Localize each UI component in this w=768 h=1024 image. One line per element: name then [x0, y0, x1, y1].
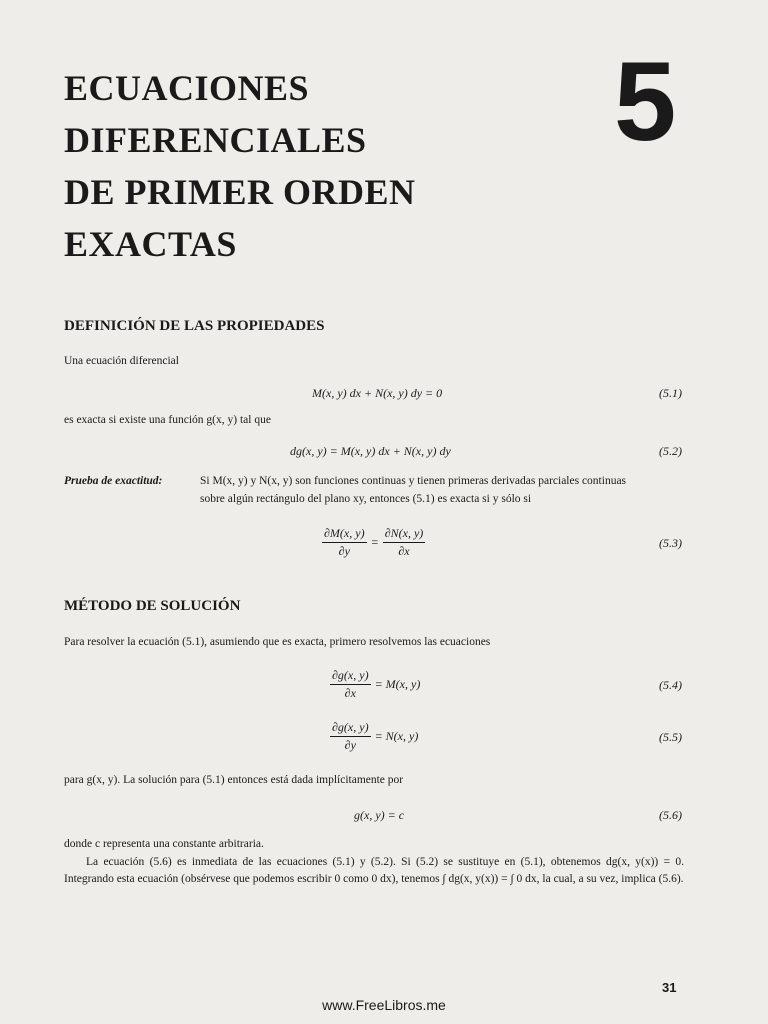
chapter-title-line-3: DE PRIMER ORDEN	[64, 172, 416, 212]
chapter-number: 5	[614, 39, 677, 164]
chapter-title	[64, 62, 416, 270]
equation-5-4	[330, 668, 420, 701]
equation-rhs: = M(x, y)	[374, 677, 421, 691]
fraction-numerator: ∂g(x, y)	[330, 668, 371, 685]
fraction-denominator: ∂x	[344, 686, 356, 700]
equation-5-6-number: (5.6)	[659, 808, 682, 822]
exactness-test-line-1: Si M(x, y) y N(x, y) son funciones continuas y tienen primeras derivadas parciales continuas	[200, 475, 627, 487]
fraction-denominator: ∂y	[338, 544, 350, 558]
fraction-dg-dy	[330, 720, 371, 753]
section-heading-method: MÉTODO DE SOLUCIÓN	[64, 598, 241, 614]
chapter-title-line-4: EXACTAS	[64, 224, 237, 264]
fraction-dg-dx	[330, 668, 371, 701]
fraction-numerator: ∂M(x, y)	[322, 526, 367, 543]
equation-5-4-number: (5.4)	[659, 678, 682, 692]
equation-5-5-number: (5.5)	[659, 730, 682, 744]
intro-text: Una ecuación diferencial	[64, 355, 179, 367]
equation-5-2-number: (5.2)	[659, 444, 682, 458]
equation-5-2: dg(x, y) = M(x, y) dx + N(x, y) dy	[290, 444, 451, 458]
equals-sign: =	[370, 535, 379, 549]
equation-5-1: M(x, y) dx + N(x, y) dy = 0	[312, 386, 443, 400]
equation-5-3-number: (5.3)	[659, 536, 682, 550]
equation-rhs: = N(x, y)	[374, 729, 419, 743]
method-intro-text: Para resolver la ecuación (5.1), asumiendo que es exacta, primero resolvemos las ecuaciones	[64, 636, 491, 648]
section-heading-definition: DEFINICIÓN DE LAS PROPIEDADES	[64, 318, 325, 334]
fraction-denominator: ∂x	[398, 544, 410, 558]
fraction-numerator: ∂N(x, y)	[383, 526, 426, 543]
equation-5-5	[330, 720, 418, 753]
page-number: 31	[662, 980, 677, 995]
final-paragraph: La ecuación (5.6) es inmediata de las ecuaciones (5.1) y (5.2). Si (5.2) se sustituye en (5.1), obtenemos dg(x, y(x)) = 0. Integrando esta ecuación (obsérvese que podemos escribir 0 como 0 dx), tenemos ∫ dg(x, y(x)) = ∫ 0 dx, la cual, a su vez, implica (5.6).	[64, 856, 684, 885]
constant-text: donde c representa una constante arbitraria.	[64, 838, 264, 850]
equation-5-3	[322, 526, 425, 559]
footer-url: www.FreeLibros.me	[322, 997, 446, 1013]
solution-text: para g(x, y). La solución para (5.1) entonces está dada implícitamente por	[64, 774, 404, 786]
fraction-numerator: ∂g(x, y)	[330, 720, 371, 737]
exactness-test-label: Prueba de exactitud:	[64, 475, 163, 487]
fraction-denominator: ∂y	[344, 738, 356, 752]
fraction-dN-dx	[383, 526, 426, 559]
exact-definition-text: es exacta si existe una función g(x, y) tal que	[64, 414, 271, 426]
equation-5-1-number: (5.1)	[659, 386, 682, 400]
exactness-test-line-2: sobre algún rectángulo del plano xy, entonces (5.1) es exacta si y sólo si	[200, 493, 532, 505]
equation-5-6: g(x, y) = c	[354, 808, 405, 822]
fraction-dM-dy	[322, 526, 367, 559]
chapter-title-line-1: ECUACIONES	[64, 68, 310, 108]
chapter-title-line-2: DIFERENCIALES	[64, 120, 367, 160]
